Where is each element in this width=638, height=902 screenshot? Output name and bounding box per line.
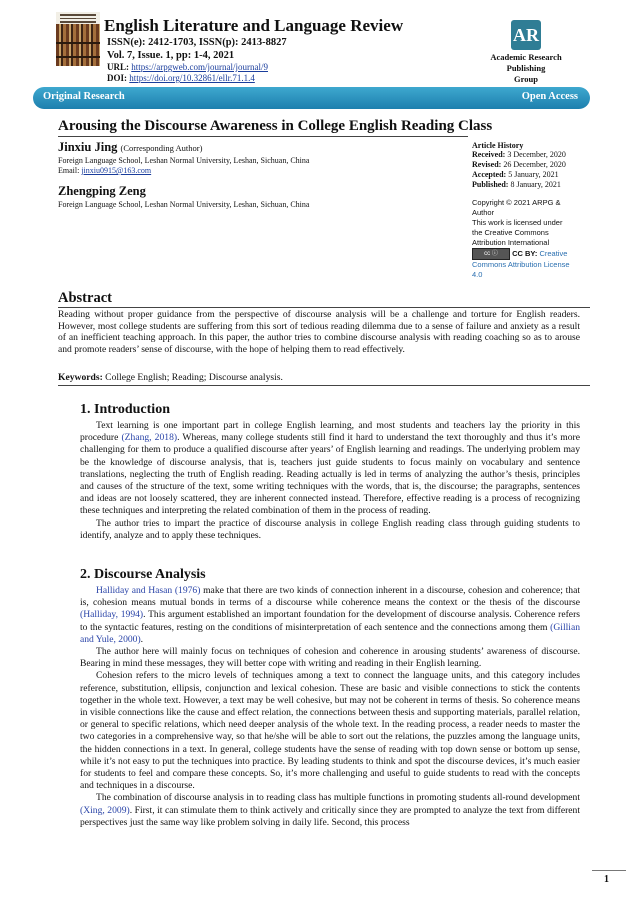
journal-cover-thumbnail <box>56 12 100 66</box>
da-paragraph-1 <box>80 585 580 646</box>
copyright-line-1: Copyright © 2021 ARPG & <box>472 198 561 207</box>
doi-label: DOI: <box>107 73 127 83</box>
received-row <box>472 150 590 160</box>
author-1-email-link[interactable]: jinxiu0915@163.com <box>81 166 152 175</box>
da-p4-text-a: The combination of discourse analysis in to reading class has multiple functions in promoting students all-round development <box>96 792 580 804</box>
author-1-name: Jinxiu Jing <box>58 140 118 154</box>
volume-line: Vol. 7, Issue. 1, pp: 1-4, 2021 <box>107 50 235 61</box>
citation-halliday-1994[interactable]: (Halliday, 1994) <box>80 609 144 621</box>
url-label: URL: <box>107 62 129 72</box>
da-paragraph-4 <box>80 792 580 829</box>
revised-row <box>472 160 590 170</box>
intro-paragraph-1 <box>80 420 580 518</box>
author-1-email-line <box>58 166 151 175</box>
doi-line <box>107 73 255 83</box>
da-paragraph-3: Cohesion refers to the micro levels of techniques among a text to connect the language units, and this category includes reference, substitution, ellipsis, conjunction and lexical cohesion. These are basic and visible connections to stick the contents together in the whole text. However, a text may be well cohesive, but may not be coherent in terms of thesis. So coherence means in visible connections like the cause and effect relation, the connections between thesis and supporting materials, parallel relation, or general to specific relations, which need deeper analysis of the whole text. In the reading process, a reader needs to master the two categories in a comprehensive way, so that he/she will be able to sort out the relations, the puzzles among the language units, the hidden connections in a text. In general, college students have the sense of reading with top down sense or bottom up sense, while it’s not easy to put the techniques into practice. By leading students to think and spot the discourse devices, it’s much easier for students to feel and compare these concepts. So, it’s more challenging and useful to guide students to read with the concepts and techniques in a discourse. <box>80 670 580 792</box>
received-label: Received: <box>472 150 506 159</box>
discourse-analysis-body <box>80 585 580 829</box>
journal-url-link[interactable]: https://arpgweb.com/journal/journal/9 <box>131 62 268 72</box>
abstract-text: Reading without proper guidance from the perspective of discourse analysis will be a challenge and torture for English readers. However, most college students are suffering from this sort of tedious reading dilemma due to a sense of failure and anxiety as a result of an inefficient teaching approach. In this paper, the author tries to combine discourse analysis with reading coaching so as to arouse and promote readers’ sense of discourse, with the hope of helping them to read effectively. <box>58 309 580 355</box>
published-row <box>472 180 590 190</box>
da-p4-text-b: . First, it can stimulate them to think actively and critically since they are prompted to analyze the text from different perspectives just the same way like problem solving in daily life. Second, this process <box>80 804 580 828</box>
journal-title: English Literature and Language Review <box>104 16 404 35</box>
copyright-line-2: Author <box>472 208 495 217</box>
cc-license-link[interactable]: Creative <box>539 248 568 258</box>
article-type-label: Original Research <box>43 91 125 102</box>
keywords-line <box>58 372 283 383</box>
footer-rule <box>592 870 626 871</box>
keywords-label: Keywords: <box>58 372 103 383</box>
title-divider <box>58 136 468 137</box>
citation-zhang-2018[interactable]: (Zhang, 2018) <box>121 432 178 444</box>
revised-label: Revised: <box>472 160 502 169</box>
intro-p1-text-a: Text learning is one important part in college English learning, and most students and teachers lay the priority in this procedure <box>80 420 580 444</box>
keywords-divider <box>58 385 590 386</box>
publisher-name <box>470 52 582 85</box>
da-paragraph-2: The author here will mainly focus on techniques of cohesion and coherence in arousing students’ awareness of discourse. Bearing in mind these messages, they will better cope with writing and reading in their English learning. <box>80 646 580 670</box>
open-access-label: Open Access <box>521 91 578 102</box>
article-type-banner <box>33 87 590 109</box>
article-history <box>472 141 590 280</box>
introduction-body <box>80 420 580 542</box>
received-date: 3 December, 2020 <box>507 150 566 159</box>
url-line <box>107 62 268 72</box>
publisher-name-line1: Academic Research Publishing <box>490 52 562 73</box>
cc-by-label: CC BY: <box>512 248 538 258</box>
author-2-affiliation: Foreign Language School, Leshan Normal University, Leshan, Sichuan, China <box>58 200 310 209</box>
cc-license-line-3[interactable]: 4.0 <box>472 270 483 279</box>
author-1-affiliation: Foreign Language School, Leshan Normal University, Leshan, Sichuan, China <box>58 156 310 165</box>
section-discourse-analysis-heading: 2. Discourse Analysis <box>80 567 206 582</box>
accepted-row <box>472 170 590 180</box>
published-date: 8 January, 2021 <box>510 180 561 189</box>
citation-xing-2009[interactable]: (Xing, 2009) <box>80 804 130 816</box>
da-p1-text-c: . <box>140 633 144 645</box>
copyright-line-3: This work is licensed under <box>472 218 563 227</box>
intro-paragraph-2: The author tries to impart the practice of discourse analysis in college English reading class through guiding students to identify, analyze and to apply these techniques. <box>80 517 580 541</box>
author-2-name: Zhengping Zeng <box>58 184 146 198</box>
citation-halliday-hasan-1976[interactable]: Halliday and Hasan (1976) <box>96 585 201 596</box>
page-number: 1 <box>604 874 609 885</box>
keywords-text: College English; Reading; Discourse analysis. <box>105 372 283 383</box>
publisher-logo: AR <box>511 20 541 50</box>
accepted-label: Accepted: <box>472 170 507 179</box>
issn-line: ISSN(e): 2412-1703, ISSN(p): 2413-8827 <box>107 37 287 48</box>
da-p1-text-b: . This argument established an important foundation for the development of discourse analysis. Coherence refers to the syntactic features, resting on the conditions of misinterpretation of each sentence and the connections among them <box>80 609 580 633</box>
email-label: Email: <box>58 166 80 175</box>
revised-date: 26 December, 2020 <box>503 160 566 169</box>
da-p1-text-a: make that there are two kinds of connection inherent in a discourse, cohesion and coherence; that is, cohesion means mutual bonds in terms of a discourse while coherence means the context or the thesis of the discourse <box>80 585 580 609</box>
section-introduction-heading: 1. Introduction <box>80 402 170 417</box>
cc-by-badge-icon: cc ⓘ <box>472 248 510 260</box>
author-1-role: (Corresponding Author) <box>120 143 203 153</box>
copyright-line-5: Attribution International <box>472 238 550 247</box>
copyright-line-4: the Creative Commons <box>472 228 549 237</box>
paper-title: Arousing the Discourse Awareness in College English Reading Class <box>58 118 493 134</box>
abstract-heading: Abstract <box>58 290 112 306</box>
publisher-name-line2: Group <box>514 74 538 84</box>
accepted-date: 5 January, 2021 <box>508 170 559 179</box>
cc-license-line <box>472 248 590 260</box>
published-label: Published: <box>472 180 509 189</box>
author-1 <box>58 140 202 155</box>
doi-link[interactable]: https://doi.org/10.32861/ellr.71.1.4 <box>129 73 255 83</box>
citation-gillian-yule-2000[interactable]: (Gillian and Yule, 2000) <box>80 621 580 645</box>
article-history-title: Article History <box>472 141 524 150</box>
cc-license-line-2[interactable]: Commons Attribution License <box>472 260 570 269</box>
intro-p1-text-b: . Whereas, many college students still find it hard to understand the text thoroughly and thus it’s more challenging for them to produce a qualified discourse after years’ of English learning and readings. The underlying problem may be the knowledge of discourse analysis, that is, teachers just guide students to focus mainly on vocabulary and sentence translations, neglecting the truth of English reading. Reading actually is led in terms of analyzing the author’s thesis, principles and causes of the structure of the text, some writing techniques with the words, that is, the discourse; the paragraphs, sentences and ideas are not loosely scattered, they are inherent connected instead. Therefore, effective reading is a process of recognizing these techniques and interpreting the related combination of them in the process of reading. <box>80 432 580 517</box>
abstract-divider <box>58 307 590 308</box>
